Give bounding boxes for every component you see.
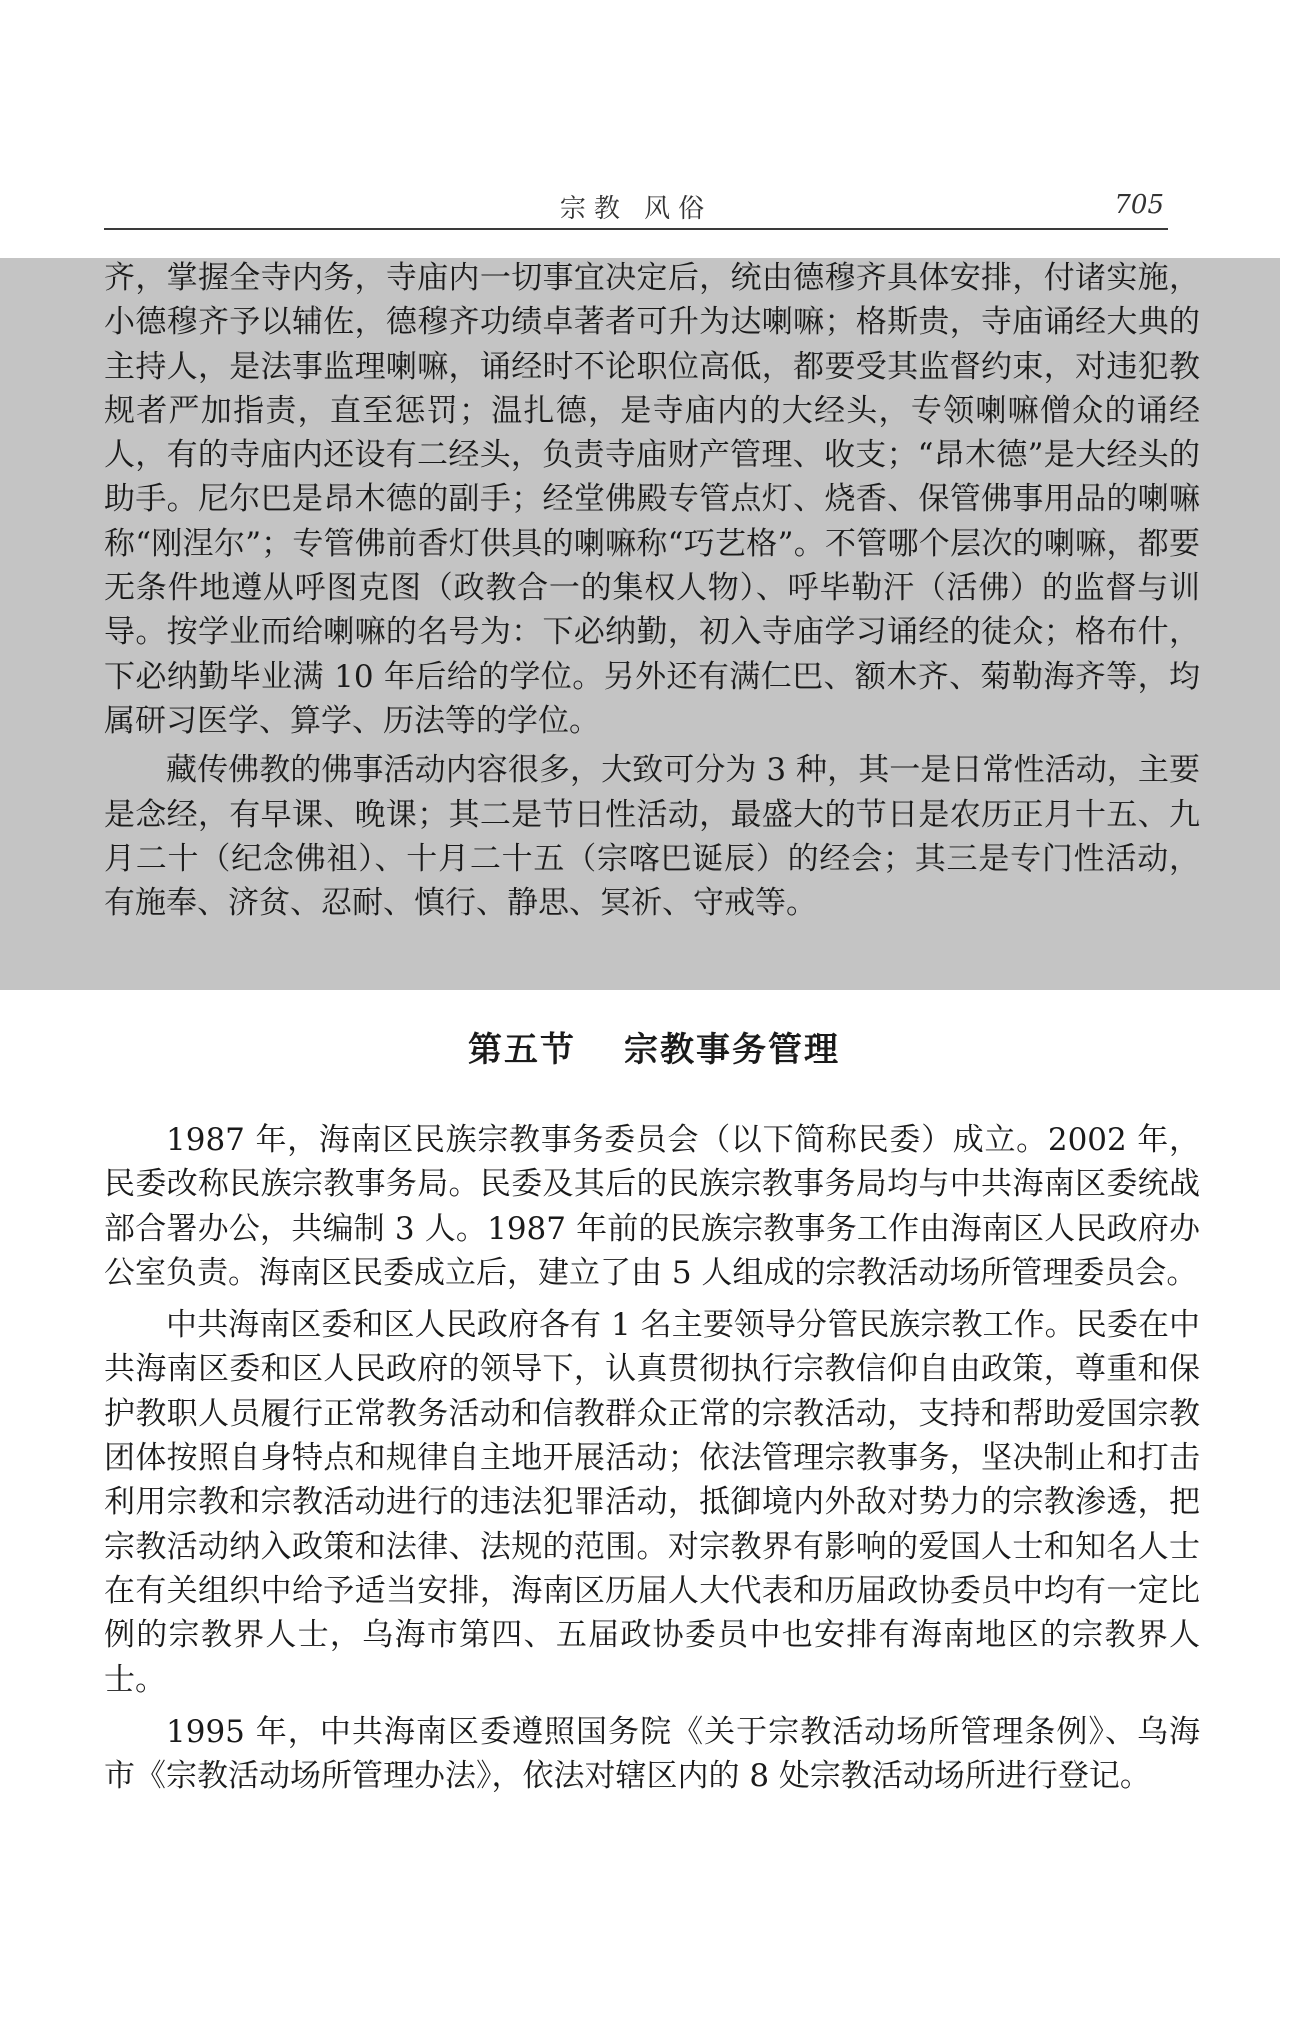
section-heading	[0, 1022, 1308, 1071]
paragraph: 1987 年，海南区民族宗教事务委员会（以下简称民委）成立。2002 年，民委改称民族宗教事务局。民委及其后的民族宗教事务局均与中共海南区委统战部合署办公，共编制 3 人。1987 年前的民族宗教事务工作由海南区人民政府办公室负责。海南区民委成立后，建立了由 5 人组成的宗教活动场所管理委员会。	[104, 1122, 1200, 1291]
body-text-block	[104, 1118, 1200, 1798]
paragraph: 中共海南区委和区人民政府各有 1 名主要领导分管民族宗教工作。民委在中共海南区委和区人民政府的领导下，认真贯彻执行宗教信仰自由政策，尊重和保护教职人员履行正常教务活动和信教群众正常的宗教活动，支持和帮助爱国宗教团体按照自身特点和规律自主地开展活动；依法管理宗教事务，坚决制止和打击利用宗教和宗教活动进行的违法犯罪活动，抵御境内外敌对势力的宗教渗透，把宗教活动纳入政策和法律、法规的范围。对宗教界有影响的爱国人士和知名人士在有关组织中给予适当安排，海南区历届人大代表和历届政协委员中均有一定比例的宗教界人士，乌海市第四、五届政协委员中也安排有海南地区的宗教界人士。	[104, 1307, 1200, 1698]
section-number: 第五节	[468, 1030, 576, 1070]
paragraph: 齐，掌握全寺内务，寺庙内一切事宜决定后，统由德穆齐具体安排，付诸实施，小德穆齐予以辅佐，德穆齐功绩卓著者可升为达喇嘛；格斯贵，寺庙诵经大典的主持人，是法事监理喇嘛，诵经时不论职位高低，都要受其监督约束，对违犯教规者严加指责，直至惩罚；温扎德，是寺庙内的大经头，专领喇嘛僧众的诵经人，有的寺庙内还设有二经头，负责寺庙财产管理、收支；“昂木德”是大经头的助手。尼尔巴是昂木德的副手；经堂佛殿专管点灯、烧香、保管佛事用品的喇嘛称“刚涅尔”；专管佛前香灯供具的喇嘛称“巧艺格”。不管哪个层次的喇嘛，都要无条件地遵从呼图克图（政教合一的集权人物）、呼毕勒汗（活佛）的监督与训导。按学业而给喇嘛的名号为：下必纳勤，初入寺庙学习诵经的徒众；格布什，下必纳勤毕业满 10 年后给的学位。另外还有满仁巴、额木齐、菊勒海齐等，均属研习医学、算学、历法等的学位。	[104, 260, 1200, 739]
running-header	[104, 178, 1168, 230]
running-header-title: 宗教 风俗	[559, 194, 713, 224]
highlighted-text-block	[104, 256, 1200, 925]
paragraph: 1995 年，中共海南区委遵照国务院《关于宗教活动场所管理条例》、乌海市《宗教活动场所管理办法》，依法对辖区内的 8 处宗教活动场所进行登记。	[104, 1713, 1200, 1795]
section-title-text: 宗教事务管理	[624, 1030, 840, 1070]
page-number: 705	[1114, 190, 1164, 220]
paragraph: 藏传佛教的佛事活动内容很多，大致可分为 3 种，其一是日常性活动，主要是念经，有早课、晚课；其二是节日性活动，最盛大的节日是农历正月十五、九月二十（纪念佛祖）、十月二十五（宗喀巴诞辰）的经会；其三是专门性活动，有施奉、济贫、忍耐、慎行、静思、冥祈、守戒等。	[104, 752, 1200, 922]
